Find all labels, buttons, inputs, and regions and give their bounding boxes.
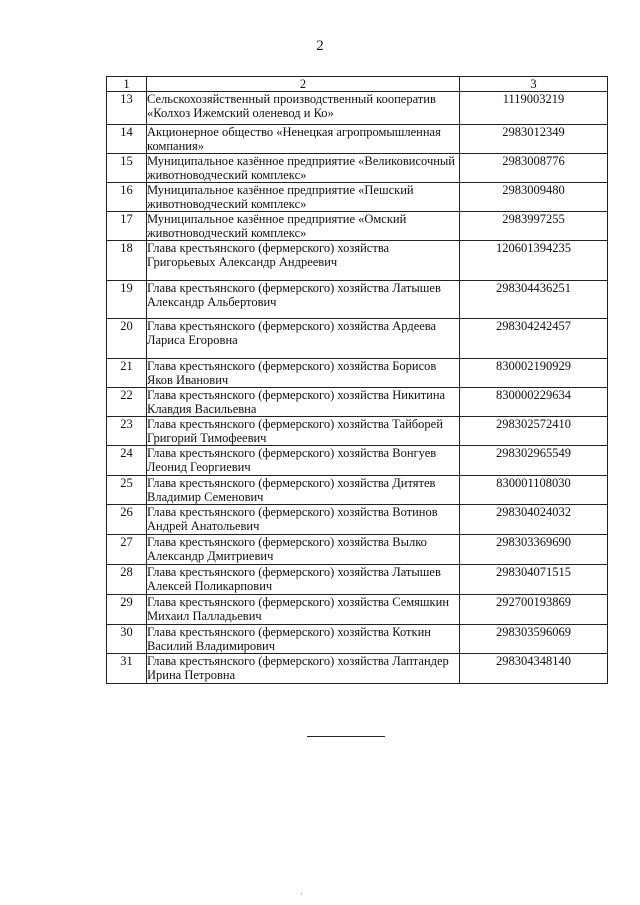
table-row bbox=[107, 625, 608, 654]
row-number: 18 bbox=[107, 241, 147, 281]
row-number: 31 bbox=[107, 654, 147, 684]
inn-number: 2983012349 bbox=[460, 125, 608, 154]
organization-name: Глава крестьянского (фермерского) хозяйства Борисов Яков Иванович bbox=[147, 359, 460, 388]
inn-number: 298302965549 bbox=[460, 446, 608, 476]
column-header: 3 bbox=[460, 77, 608, 92]
table-row bbox=[107, 125, 608, 154]
inn-number: 298304436251 bbox=[460, 281, 608, 319]
row-number: 28 bbox=[107, 565, 147, 595]
inn-number: 830002190929 bbox=[460, 359, 608, 388]
organization-name: Глава крестьянского (фермерского) хозяйства Дитятев Владимир Семенович bbox=[147, 476, 460, 505]
inn-number: 298304024032 bbox=[460, 505, 608, 535]
organization-name: Акционерное общество «Ненецкая агропромышленная компания» bbox=[147, 125, 460, 154]
table-row bbox=[107, 92, 608, 125]
row-number: 26 bbox=[107, 505, 147, 535]
organization-name: Глава крестьянского (фермерского) хозяйства Латышев Алексей Поликарпович bbox=[147, 565, 460, 595]
row-number: 17 bbox=[107, 212, 147, 241]
row-number: 15 bbox=[107, 154, 147, 183]
row-number: 13 bbox=[107, 92, 147, 125]
row-number: 20 bbox=[107, 319, 147, 359]
table-row bbox=[107, 319, 608, 359]
organization-name: Муниципальное казённое предприятие «Великовисочный животноводческий комплекс» bbox=[147, 154, 460, 183]
table-row bbox=[107, 154, 608, 183]
inn-number: 1119003219 bbox=[460, 92, 608, 125]
column-header: 2 bbox=[147, 77, 460, 92]
table-row bbox=[107, 212, 608, 241]
row-number: 23 bbox=[107, 417, 147, 446]
organization-name: Глава крестьянского (фермерского) хозяйства Семяшкин Михаил Палладьевич bbox=[147, 595, 460, 625]
organization-name: Глава крестьянского (фермерского) хозяйства Вотинов Андрей Анатольевич bbox=[147, 505, 460, 535]
table-body bbox=[107, 92, 608, 684]
organizations-table bbox=[106, 76, 608, 684]
organization-name: Глава крестьянского (фермерского) хозяйства Лаптандер Ирина Петровна bbox=[147, 654, 460, 684]
table-row bbox=[107, 281, 608, 319]
inn-number: 298304071515 bbox=[460, 565, 608, 595]
table-row bbox=[107, 183, 608, 212]
table-row bbox=[107, 388, 608, 417]
table-row bbox=[107, 595, 608, 625]
row-number: 25 bbox=[107, 476, 147, 505]
row-number: 29 bbox=[107, 595, 147, 625]
table-row bbox=[107, 417, 608, 446]
organization-name: Сельскохозяйственный производственный кооператив «Колхоз Ижемский оленевод и Ко» bbox=[147, 92, 460, 125]
organization-name: Глава крестьянского (фермерского) хозяйства Григорьевых Александр Андреевич bbox=[147, 241, 460, 281]
inn-number: 298303596069 bbox=[460, 625, 608, 654]
column-header: 1 bbox=[107, 77, 147, 92]
table-header-row bbox=[107, 77, 608, 92]
inn-number: 120601394235 bbox=[460, 241, 608, 281]
inn-number: 2983009480 bbox=[460, 183, 608, 212]
row-number: 30 bbox=[107, 625, 147, 654]
page-number: 2 bbox=[316, 38, 324, 54]
table-row bbox=[107, 565, 608, 595]
footer-rule bbox=[307, 736, 385, 737]
organization-name: Глава крестьянского (фермерского) хозяйства Ардеева Лариса Егоровна bbox=[147, 319, 460, 359]
inn-number: 298304242457 bbox=[460, 319, 608, 359]
inn-number: 2983997255 bbox=[460, 212, 608, 241]
organization-name: Глава крестьянского (фермерского) хозяйства Вонгуев Леонид Георгиевич bbox=[147, 446, 460, 476]
row-number: 21 bbox=[107, 359, 147, 388]
table-row bbox=[107, 476, 608, 505]
table-row bbox=[107, 654, 608, 684]
row-number: 19 bbox=[107, 281, 147, 319]
organization-name: Глава крестьянского (фермерского) хозяйства Коткин Василий Владимирович bbox=[147, 625, 460, 654]
organization-name: Глава крестьянского (фермерского) хозяйства Никитина Клавдия Васильевна bbox=[147, 388, 460, 417]
table-row bbox=[107, 505, 608, 535]
inn-number: 830001108030 bbox=[460, 476, 608, 505]
organization-name: Глава крестьянского (фермерского) хозяйства Тайборей Григорий Тимофеевич bbox=[147, 417, 460, 446]
organization-name: Глава крестьянского (фермерского) хозяйства Латышев Александр Альбертович bbox=[147, 281, 460, 319]
row-number: 27 bbox=[107, 535, 147, 565]
row-number: 14 bbox=[107, 125, 147, 154]
table-row bbox=[107, 359, 608, 388]
organization-name: Муниципальное казённое предприятие «Пешский животноводческий комплекс» bbox=[147, 183, 460, 212]
inn-number: 292700193869 bbox=[460, 595, 608, 625]
row-number: 22 bbox=[107, 388, 147, 417]
organization-name: Глава крестьянского (фермерского) хозяйства Вылко Александр Дмитриевич bbox=[147, 535, 460, 565]
inn-number: 298304348140 bbox=[460, 654, 608, 684]
inn-number: 830000229634 bbox=[460, 388, 608, 417]
organization-name: Муниципальное казённое предприятие «Омский животноводческий комплекс» bbox=[147, 212, 460, 241]
table-row bbox=[107, 241, 608, 281]
row-number: 16 bbox=[107, 183, 147, 212]
table-row bbox=[107, 535, 608, 565]
inn-number: 298302572410 bbox=[460, 417, 608, 446]
row-number: 24 bbox=[107, 446, 147, 476]
scan-artifact bbox=[301, 893, 302, 894]
table-row bbox=[107, 446, 608, 476]
inn-number: 298303369690 bbox=[460, 535, 608, 565]
inn-number: 2983008776 bbox=[460, 154, 608, 183]
